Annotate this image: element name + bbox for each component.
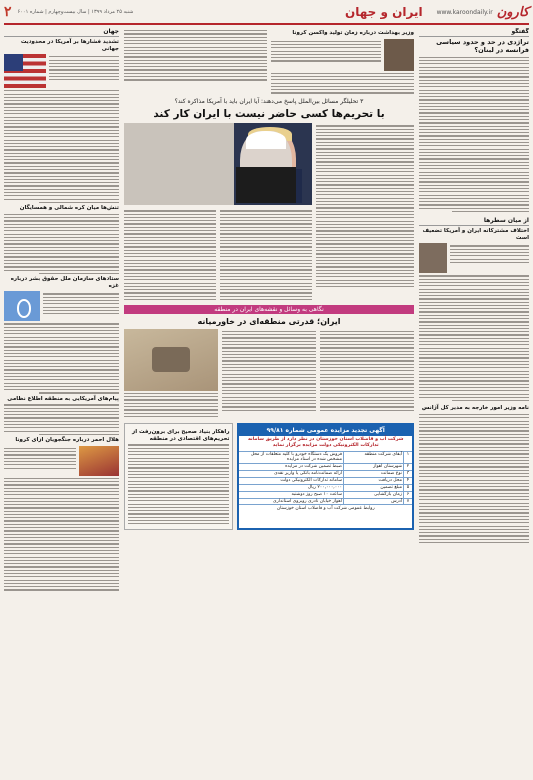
- ad-title: آگهی تجدید مزایده عمومی شماره ۹۹/۸۱: [239, 425, 412, 436]
- top-story-headline: وزیر بهداشت درباره زمان تولید واکسن کرونا: [292, 30, 414, 36]
- main-story: [124, 123, 414, 302]
- header-rule: [4, 23, 529, 25]
- second-story: [124, 329, 414, 419]
- bottom-area: [124, 423, 414, 530]
- left-body-5: [4, 478, 119, 591]
- ad-row: ۶ زمان بازگشایی ساعت ۱۰ صبح روز دوشنبه: [239, 491, 412, 498]
- right-second-body: [419, 275, 529, 401]
- ad-row: ۷ آدرس اهواز خیابان نادری روبروی استانداری: [239, 498, 412, 505]
- leaders-photo: [124, 123, 312, 205]
- military-site-photo: [124, 329, 218, 391]
- right-column: [419, 28, 529, 774]
- author-photo: [419, 243, 447, 273]
- tender-advertisement: [237, 423, 414, 530]
- right-second-heading: از میان سطرها: [419, 217, 529, 226]
- left-headline-4: پیام‌های آمریکایی به منطقه اطلاع نظامی: [7, 395, 119, 402]
- news-photo: [79, 446, 119, 476]
- left-headline-5: هلال احمر درباره جنگجویان ازای کرونا: [15, 437, 119, 444]
- ad-table: [239, 451, 412, 505]
- left-body-3: [4, 323, 119, 393]
- us-flag-photo: [4, 54, 46, 88]
- main-story-text-right: [316, 123, 414, 302]
- page-number: ۲: [4, 4, 12, 20]
- left-body-4: [4, 404, 119, 435]
- right-third-headline: نامه وزیر امور خارجه به مدیر کل آژانس: [421, 405, 529, 412]
- second-main-headline: ایران؛ قدرتی منطقه‌ای در خاورمیانه: [197, 317, 341, 327]
- left-column: [4, 28, 119, 774]
- left-article-3: [4, 291, 119, 321]
- left-headline-1: تشدید فشارها بر آمریکا در محدودیت جهانی: [20, 39, 119, 52]
- side-box: [124, 423, 233, 530]
- main-story-media: [124, 123, 312, 302]
- box-title: راهکار بنیاد صحیح برای برون‌رفت از تحریم‌های اقتصادی در منطقه: [132, 429, 230, 442]
- left-headline-3: ستادهای سازمان ملل حقوق بشر درباره غزه: [10, 276, 119, 289]
- main-headline: با تحریم‌ها کسی حاضر نیست با ایران کار کند: [153, 107, 385, 120]
- ad-footer: روابط عمومی شرکت آب و فاضلاب استان خوزستان: [239, 504, 412, 512]
- right-lead-body: [419, 57, 529, 212]
- right-column-heading: گفتگو: [419, 28, 529, 37]
- top-stories: [124, 28, 414, 96]
- left-body-1: [4, 90, 119, 203]
- ad-subtitle: شرکت آب و فاضلاب استان خوزستان در نظر دارد از طریق سامانه تدارکات الکترونیکی دولت مزایده برگزار نماید: [248, 437, 404, 449]
- main-subhead: ۳ تحلیلگر مسائل بین‌الملل پاسخ می‌دهند: آیا ایران باید با آمریکا مذاکره کند؟: [174, 97, 364, 105]
- left-headline-2: تنش‌ها میان کره شمالی و همسایگان: [19, 205, 119, 212]
- newspaper-logo: کارون: [496, 4, 529, 20]
- right-second-headline: اختلاف مشترکانه ایران و آمریکا تضعیف است: [422, 228, 529, 241]
- ad-row: ۱ آبفای شرکت منطقه فروش یک دستگاه خودرو با کلیه متعلقات از محل مشخص شده در اسناد مزایده: [239, 451, 412, 464]
- ad-row: ۲ شهرستان اهواز ضبط تضمین شرکت در مزایده: [239, 463, 412, 470]
- section-title: ایران و جهان: [344, 5, 423, 19]
- right-lead-headline: تراژدی در حد و حدود سیاسی فرانسه در لبنان؟: [436, 38, 529, 54]
- left-article-5: [4, 446, 119, 476]
- issue-info: شنبه ۲۵ مرداد ۱۳۹۹ | سال بیست‌وچهارم | شماره ۶۰۰۱: [17, 9, 134, 15]
- ad-row: ۴ محل دریافت سامانه تدارکات الکترونیکی دولت: [239, 477, 412, 484]
- right-second-article: [419, 243, 529, 273]
- top-story-right: [271, 28, 414, 96]
- left-column-heading: جهان: [4, 28, 119, 37]
- top-story-left: [124, 28, 267, 96]
- center-content: [124, 28, 414, 774]
- right-third-body: [419, 414, 529, 543]
- left-article-1: [4, 54, 119, 88]
- ad-row: ۳ نوع ضمانت ارائه ضمانت‌نامه بانکی یا واریز نقدی: [239, 470, 412, 477]
- left-body-2: [4, 214, 119, 274]
- website-url[interactable]: www.karoondaily.ir: [436, 8, 493, 16]
- un-flag-photo: [4, 291, 40, 321]
- masthead: [4, 2, 529, 22]
- section-band: نگاهی به وسائل و نقشه‌های ایران در منطقه: [124, 305, 414, 314]
- minister-photo: [384, 39, 414, 71]
- ad-row: ۵ مبلغ تضمین ۲۰۰,۰۰۰,۰۰۰ ریال: [239, 484, 412, 491]
